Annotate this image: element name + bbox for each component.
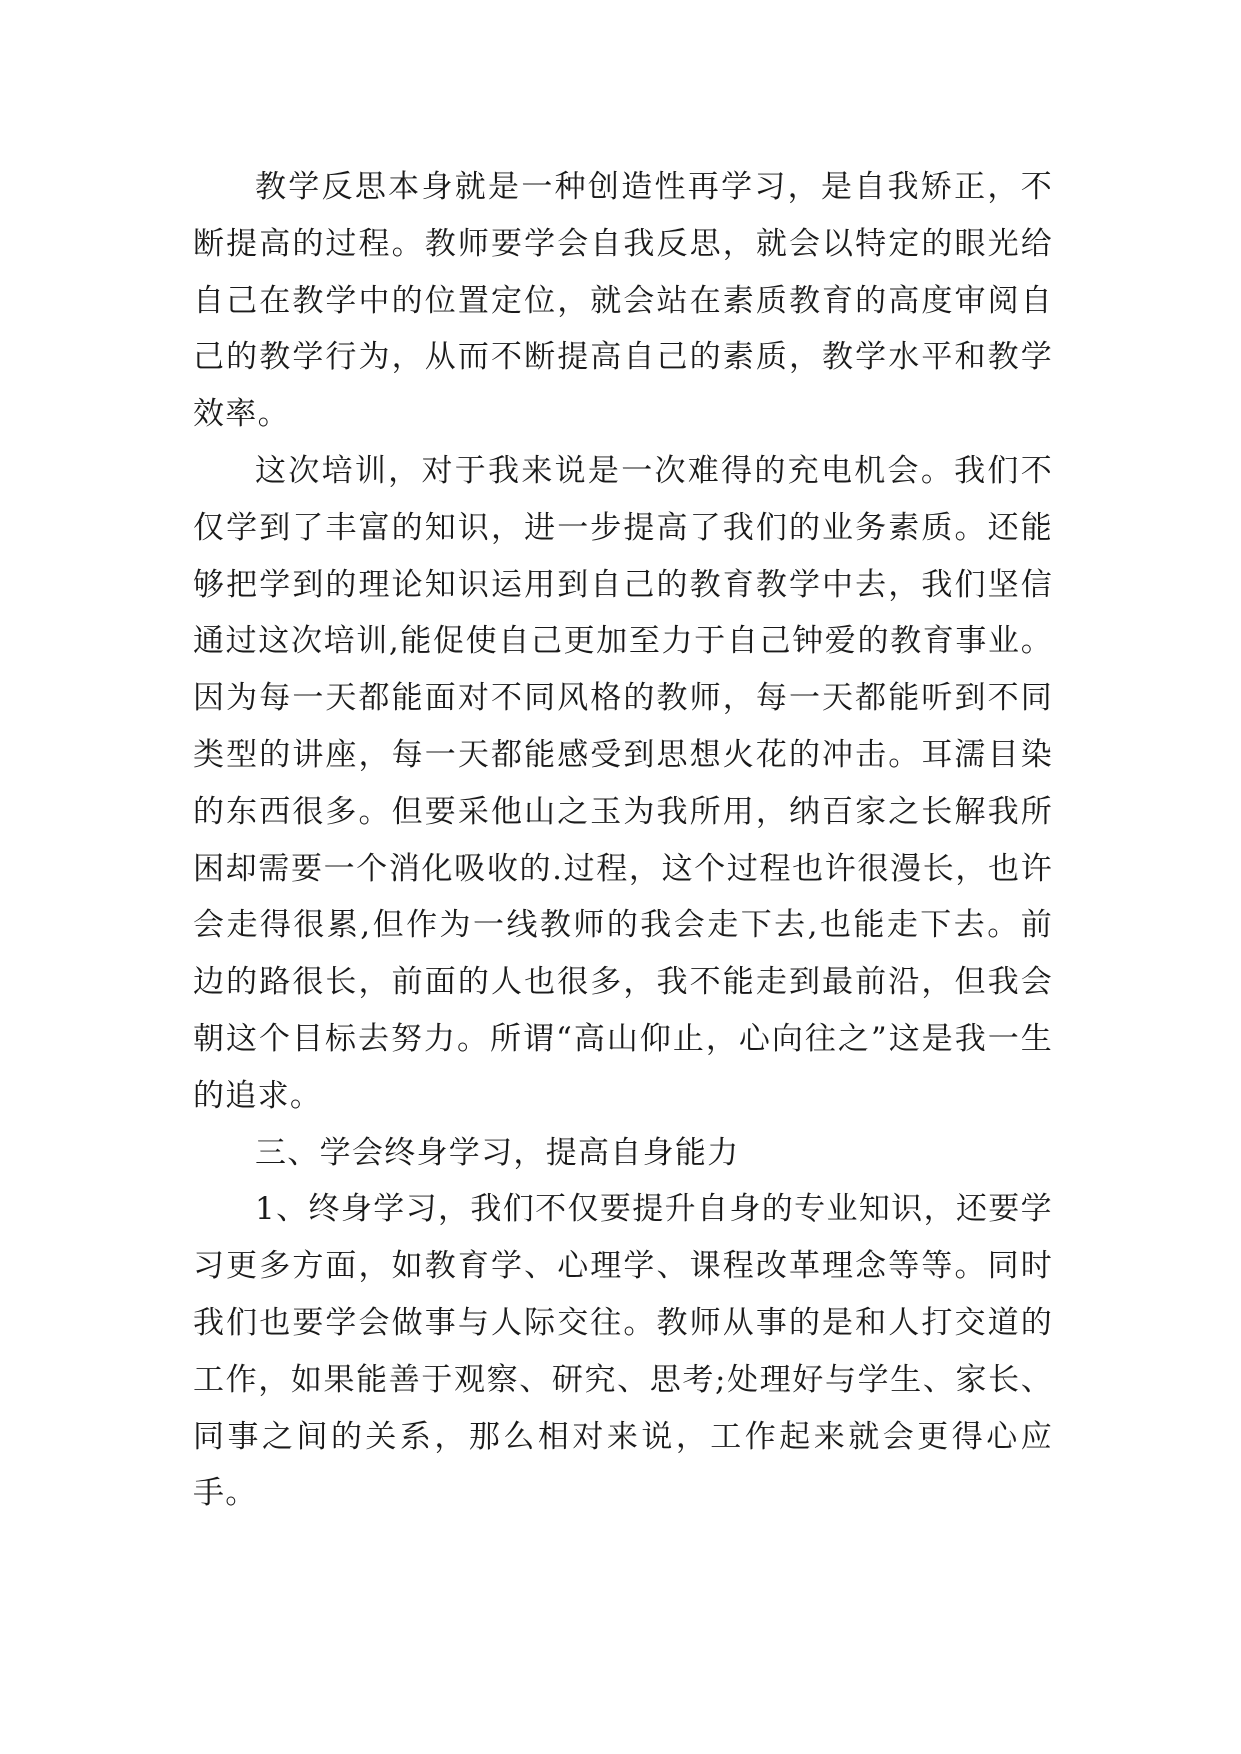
section-heading: 三、学会终身学习，提高自身能力 [255,1134,740,1171]
document-body [193,159,1053,1522]
paragraph-lifelong-learning: 1、终身学习，我们不仅要提升自身的专业知识，还要学习更多方面，如教育学、心理学、课程改革理念等等。同时我们也要学会做事与人际交往。教师从事的是和人打交道的工作，如果能善于观察、研究、思考;处理好与学生、家长、同事之间的关系，那么相对来说，工作起来就会更得心应手。 [193,1191,1053,1512]
paragraph-reflection: 教学反思本身就是一种创造性再学习，是自我矫正，不断提高的过程。教师要学会自我反思，就会以特定的眼光给自己在教学中的位置定位，就会站在素质教育的高度审阅自己的教学行为，从而不断提高自己的素质，教学水平和教学效率。 [193,169,1053,433]
paragraph-training: 这次培训，对于我来说是一次难得的充电机会。我们不仅学到了丰富的知识，进一步提高了我们的业务素质。还能够把学到的理论知识运用到自己的教育教学中去，我们坚信通过这次培训,能促使自己更加至力于自己钟爱的教育事业。因为每一天都能面对不同风格的教师，每一天都能听到不同类型的讲座，每一天都能感受到思想火花的冲击。耳濡目染的东西很多。但要采他山之玉为我所用，纳百家之长解我所困却需要一个消化吸收的.过程，这个过程也许很漫长，也许会走得很累,但作为一线教师的我会走下去,也能走下去。前边的路很长，前面的人也很多，我不能走到最前沿，但我会朝这个目标去努力。所谓“高山仰止，心向往之”这是我一生的追求。 [193,452,1053,1114]
